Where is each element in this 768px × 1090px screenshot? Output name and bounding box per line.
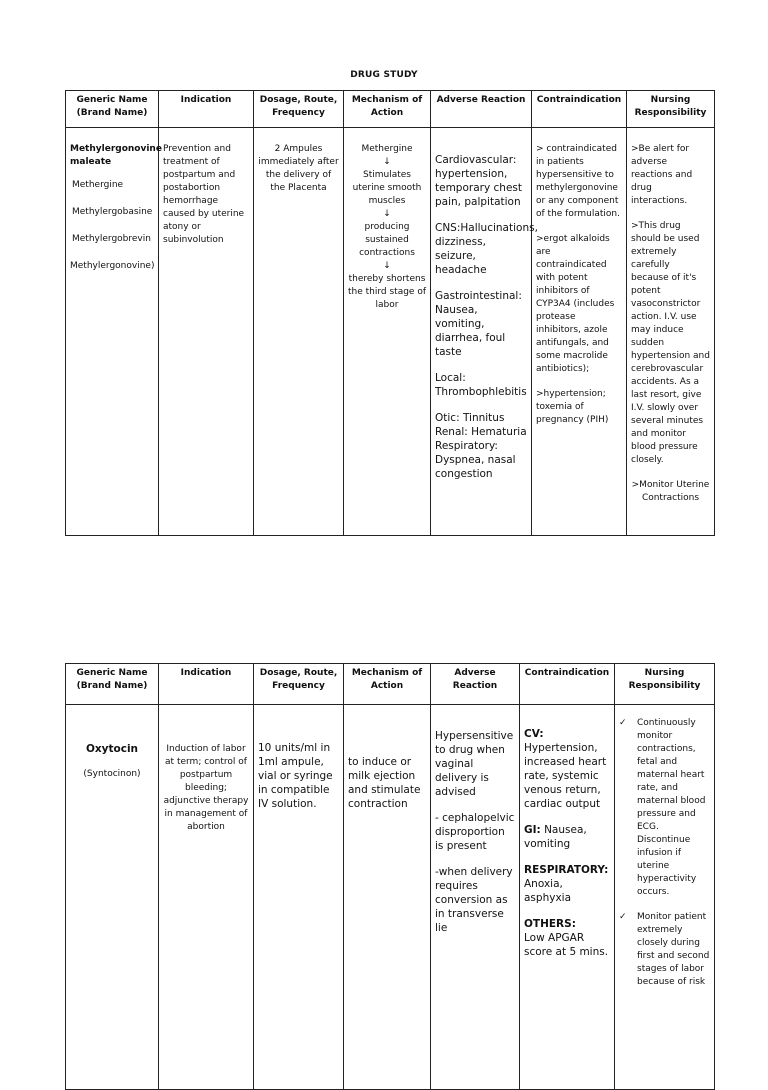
- down-arrow-icon: ↓: [383, 157, 391, 167]
- dosage-text: 2 Ampules immediately after the delivery of the Placenta: [258, 144, 339, 193]
- checkmark-icon: ✓: [619, 718, 627, 728]
- adverse-reaction-item: Hypersensitive to drug when vaginal delivery is advised: [435, 730, 514, 798]
- adverse-section: [524, 727, 610, 811]
- indication-text: Prevention and treatment of postpartum and postabortion hemorrhage caused by uterine atony or subinvolution: [163, 144, 245, 245]
- nursing-item: >Monitor Uterine Contractions: [631, 480, 710, 503]
- header-nursing-responsibility: Nursing Responsibility: [615, 664, 715, 705]
- table-header-row: [66, 91, 715, 128]
- header-dosage: Dosage, Route, Frequency: [254, 91, 344, 128]
- document-title: DRUG STUDY: [350, 70, 418, 80]
- drug-study-table-1: [65, 90, 715, 536]
- table-row: [66, 705, 715, 1090]
- drug-study-table-2: [65, 663, 715, 1090]
- contraindication-cell: [520, 705, 615, 1090]
- header-dosage: Dosage, Route, Frequency: [254, 664, 344, 705]
- header-indication: Indication: [159, 91, 254, 128]
- header-adverse-reaction: Adverse Reaction: [431, 91, 532, 128]
- adverse-section: [524, 863, 610, 905]
- section-text: Nausea, vomiting: [524, 824, 587, 850]
- header-contraindication: Contraindication: [520, 664, 615, 705]
- adverse-reaction-cell: [431, 128, 538, 536]
- adverse-reaction-cell: [431, 705, 520, 1090]
- nursing-item: >Be alert for adverse reactions and drug interactions.: [631, 144, 693, 206]
- brand-name: Methergine: [72, 180, 124, 190]
- adverse-section: [524, 917, 610, 959]
- contraindication-item: >ergot alkaloids are contraindicated with potent inhibitors of CYP3A4 (includes protease inhibitors, azole antifungals, and some macrolide antibiotics);: [536, 234, 615, 374]
- contraindication-cell: [532, 128, 627, 536]
- table-row: [66, 128, 715, 536]
- indication-cell: [159, 128, 254, 536]
- adverse-section: [524, 823, 610, 851]
- header-mechanism: Mechanism of Action: [344, 91, 431, 128]
- down-arrow-icon: ↓: [383, 261, 391, 271]
- brand-name: Methylergobasine: [72, 207, 153, 217]
- section-label: GI:: [524, 824, 541, 836]
- header-mechanism: Mechanism of Action: [344, 664, 431, 705]
- header-contraindication: Contraindication: [532, 91, 627, 128]
- header-indication: Indication: [159, 664, 254, 705]
- section-text: Anoxia, asphyxia: [524, 878, 572, 904]
- mechanism-step: Methergine: [361, 144, 413, 154]
- adverse-reaction-item: CNS:Hallucinations, dizziness, seizure, headache: [435, 222, 538, 276]
- header-generic-name: Generic Name (Brand Name): [66, 664, 159, 705]
- generic-name-cell: [66, 128, 162, 536]
- generic-name: Oxytocin: [85, 743, 139, 755]
- adverse-reaction-item: Otic: Tinnitus Renal: Hematuria Respiratory: Dyspnea, nasal congestion: [435, 412, 527, 480]
- down-arrow-icon: ↓: [383, 209, 391, 219]
- dosage-cell: [254, 128, 344, 536]
- brand-name: (Syntocinon): [83, 769, 141, 779]
- mechanism-step: producing sustained contractions: [359, 222, 415, 258]
- dosage-text: 10 units/ml in 1ml ampule, vial or syringe in compatible IV solution.: [258, 742, 333, 810]
- mechanism-step: thereby shortens the third stage of labor: [348, 274, 426, 310]
- indication-cell: [159, 705, 254, 1090]
- nursing-item-text: Continuously monitor contractions, fetal and maternal heart rate, and maternal blood pressure and ECG. Discontinue infusion if uterine hyperactivity occurs.: [637, 718, 706, 897]
- header-adverse-reaction: Adverse Reaction: [431, 664, 520, 705]
- mechanism-cell: [344, 128, 431, 536]
- contraindication-item: >hypertension; toxemia of pregnancy (PIH): [536, 389, 609, 425]
- nursing-responsibility-cell: [627, 128, 715, 536]
- contraindication-item: > contraindicated in patients hypersensitive to methylergonovine or any component of the formulation.: [536, 144, 620, 219]
- generic-name: Methylergonovine maleate: [70, 144, 162, 167]
- table-header-row: [66, 664, 715, 705]
- adverse-reaction-item: - cephalopelvic disproportion is present: [435, 812, 515, 852]
- nursing-item: [619, 911, 710, 989]
- adverse-reaction-item: -when delivery requires conversion as in transverse lie: [435, 866, 513, 934]
- brand-name: Methylergobrevin: [72, 234, 151, 244]
- brand-name: Methylergonovine): [70, 261, 155, 271]
- header-generic-name: Generic Name (Brand Name): [66, 91, 159, 128]
- checkmark-icon: ✓: [619, 912, 627, 922]
- generic-name-cell: [66, 705, 159, 1090]
- section-text: Low APGAR score at 5 mins.: [524, 932, 609, 958]
- mechanism-step: Stimulates uterine smooth muscles: [352, 170, 422, 206]
- nursing-responsibility-cell: [615, 705, 715, 1090]
- indication-text: Induction of labor at term; control of postpartum bleeding; adjunctive therapy in management of abortion: [163, 744, 249, 832]
- dosage-cell: [254, 705, 344, 1090]
- section-label: RESPIRATORY:: [524, 864, 609, 876]
- mechanism-cell: [344, 705, 431, 1090]
- section-text: Hypertension, increased heart rate, systemic venous return, cardiac output: [524, 742, 607, 810]
- adverse-reaction-item: Cardiovascular: hypertension, temporary chest pain, palpitation: [435, 154, 522, 208]
- adverse-reaction-item: Local: Thrombophlebitis: [435, 372, 527, 398]
- header-nursing-responsibility: Nursing Responsibility: [627, 91, 715, 128]
- nursing-item-text: Monitor patient extremely closely during first and second stages of labor because of risk: [637, 912, 710, 987]
- nursing-item: >This drug should be used extremely carefully because of it's potent vasoconstrictor action. I.V. use may induce sudden hypertension and cerebrovascular accidents. As a last resort, give I.V. slowly over several minutes and monitor blood pressure closely.: [631, 221, 710, 465]
- section-label: CV:: [524, 728, 544, 740]
- nursing-item: [619, 717, 710, 899]
- mechanism-text: to induce or milk ejection and stimulate contraction: [348, 756, 421, 810]
- section-label: OTHERS:: [524, 918, 576, 930]
- adverse-reaction-item: Gastrointestinal: Nausea, vomiting, diarrhea, foul taste: [435, 290, 522, 358]
